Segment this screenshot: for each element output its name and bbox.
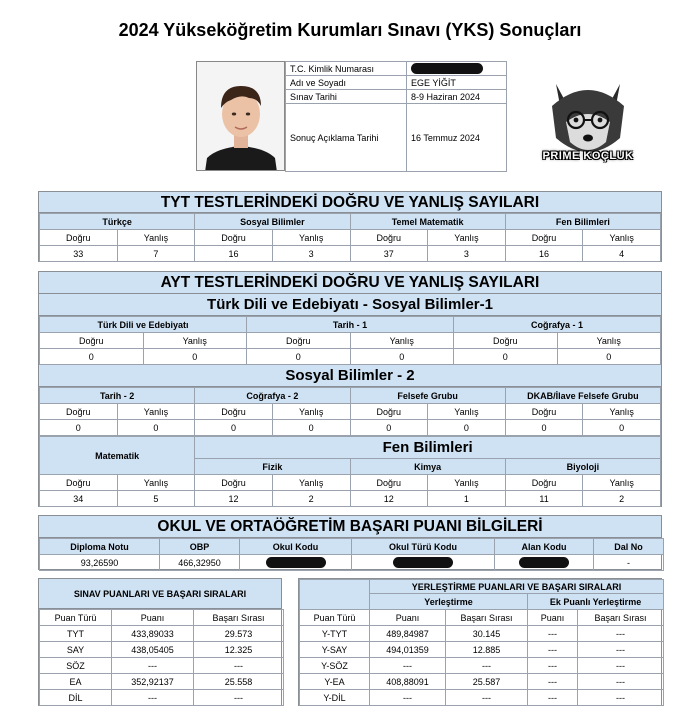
info-value-name: EGE YİĞİT (407, 76, 507, 90)
ayt-section (38, 271, 662, 507)
value-yanlis: 0 (143, 349, 247, 365)
puan-type: SÖZ (40, 658, 112, 674)
col-label-yanlis: Yanlış (272, 475, 350, 491)
redacted-school-code (266, 557, 326, 568)
puan-type: Y-DİL (300, 690, 370, 706)
ek-rank-value: --- (578, 658, 664, 674)
col-label-dogru: Doğru (350, 475, 428, 491)
value-dogru: 0 (350, 420, 428, 436)
value-dogru: 37 (350, 246, 428, 262)
ayt-fen-title: Fen Bilimleri (195, 437, 661, 459)
ayt-test-name: Fizik (195, 459, 350, 475)
value-yanlis: 1 (428, 491, 506, 507)
col-label-yanlis: Yanlış (272, 404, 350, 420)
col-label-yanlis: Yanlış (428, 230, 506, 246)
puan-value: --- (370, 658, 446, 674)
col-label-yanlis: Yanlış (583, 230, 661, 246)
value-dogru: 0 (40, 349, 144, 365)
col-label-dogru: Doğru (40, 333, 144, 349)
ayt-test-name: Felsefe Grubu (350, 388, 505, 404)
value-yanlis: 3 (272, 246, 350, 262)
puan-value: 438,05405 (112, 642, 194, 658)
col-label-dogru: Doğru (195, 404, 273, 420)
col-label-dogru: Doğru (195, 475, 273, 491)
rank-value: 12.325 (194, 642, 284, 658)
puan-type: DİL (40, 690, 112, 706)
value-dogru: 0 (505, 420, 583, 436)
tyt-test-name: Temel Matematik (350, 214, 505, 230)
col-label-dogru: Doğru (454, 333, 558, 349)
tyt-test-name: Türkçe (40, 214, 195, 230)
puan-value: 494,01359 (370, 642, 446, 658)
ayt-math-science-table (39, 436, 661, 507)
info-value-result-date: 16 Temmuz 2024 (407, 104, 507, 172)
ek-rank-value: --- (578, 642, 664, 658)
rank-value: 25.587 (446, 674, 528, 690)
col-label-yanlis: Yanlış (557, 333, 661, 349)
puan-header: Puanı (528, 610, 578, 626)
tyt-test-name: Sosyal Bilimler (195, 214, 350, 230)
puan-value: 489,84987 (370, 626, 446, 642)
ayt-test-name: Coğrafya - 1 (454, 317, 661, 333)
ek-puanli-group: Ek Puanlı Yerleştirme (528, 594, 664, 610)
dal-no-value: - (594, 555, 664, 571)
ayt-sub-title-2: Sosyal Bilimler - 2 (39, 365, 661, 387)
col-label-dogru: Doğru (40, 404, 118, 420)
rank-value: 29.573 (194, 626, 284, 642)
puan-value: 352,92137 (112, 674, 194, 690)
student-photo-image (197, 62, 285, 171)
puan-header: Başarı Sırası (194, 610, 284, 626)
col-label-dogru: Doğru (350, 230, 428, 246)
ayt-test-name: Kimya (350, 459, 505, 475)
redacted-school-type-code (393, 557, 453, 568)
value-yanlis: 0 (272, 420, 350, 436)
col-label-dogru: Doğru (40, 475, 118, 491)
okul-section-title: OKUL VE ORTAÖĞRETİM BAŞARI PUANI BİLGİLERİ (39, 516, 661, 538)
col-label-dogru: Doğru (505, 230, 583, 246)
value-dogru: 16 (195, 246, 273, 262)
col-label-dogru: Doğru (40, 230, 118, 246)
ek-rank-value: --- (578, 674, 664, 690)
ek-puan-value: --- (528, 690, 578, 706)
okul-kodu-value (240, 555, 352, 571)
info-value-exam-date: 8-9 Haziran 2024 (407, 90, 507, 104)
value-dogru: 0 (195, 420, 273, 436)
ek-puan-value: --- (528, 658, 578, 674)
col-label-yanlis: Yanlış (428, 475, 506, 491)
puan-type: EA (40, 674, 112, 690)
col-label-dogru: Doğru (505, 475, 583, 491)
value-dogru: 33 (40, 246, 118, 262)
redacted-field-code (519, 557, 569, 568)
puan-type: SAY (40, 642, 112, 658)
col-label-yanlis: Yanlış (272, 230, 350, 246)
ayt-test-name: Tarih - 2 (40, 388, 195, 404)
value-yanlis: 3 (428, 246, 506, 262)
ek-rank-value: --- (578, 626, 664, 642)
puan-value: --- (112, 690, 194, 706)
value-dogru: 0 (454, 349, 558, 365)
value-yanlis: 0 (428, 420, 506, 436)
ek-puan-value: --- (528, 626, 578, 642)
brand-name: PRIME KOÇLUK (542, 150, 634, 162)
col-label-yanlis: Yanlış (117, 475, 195, 491)
rank-value: --- (194, 658, 284, 674)
puan-header: Puanı (112, 610, 194, 626)
value-dogru: 12 (195, 491, 273, 507)
student-info-table (285, 61, 507, 172)
value-yanlis: 4 (583, 246, 661, 262)
value-dogru: 34 (40, 491, 118, 507)
puan-header: Başarı Sırası (446, 610, 528, 626)
ayt-test-name: Tarih - 1 (247, 317, 454, 333)
puan-value: --- (112, 658, 194, 674)
col-label-dogru: Doğru (247, 333, 351, 349)
sinav-puanlari-section (38, 578, 282, 706)
value-yanlis: 0 (583, 420, 661, 436)
ayt-test-name: Matematik (40, 437, 195, 475)
yerlestirme-table (299, 579, 664, 706)
rank-value: --- (194, 690, 284, 706)
ayt-test-name: DKAB/İlave Felsefe Grubu (505, 388, 660, 404)
yerlestirme-title: YERLEŞTİRME PUANLARI VE BAŞARI SIRALARI (370, 580, 664, 594)
value-dogru: 0 (247, 349, 351, 365)
okul-section (38, 515, 662, 570)
col-label-yanlis: Yanlış (583, 404, 661, 420)
value-yanlis: 2 (272, 491, 350, 507)
value-yanlis: 0 (350, 349, 454, 365)
puan-value: 408,88091 (370, 674, 446, 690)
yerlestirme-group: Yerleştirme (370, 594, 528, 610)
yerlestirme-section (298, 578, 662, 706)
puan-type: Y-SAY (300, 642, 370, 658)
col-label-yanlis: Yanlış (143, 333, 247, 349)
col-label-yanlis: Yanlış (117, 230, 195, 246)
ayt-test-name: Türk Dili ve Edebiyatı (40, 317, 247, 333)
info-label-exam-date: Sınav Tarihi (286, 90, 407, 104)
col-label-dogru: Doğru (195, 230, 273, 246)
puan-type: Y-TYT (300, 626, 370, 642)
redacted-id (411, 63, 483, 74)
puan-header: Başarı Sırası (578, 610, 664, 626)
value-dogru: 16 (505, 246, 583, 262)
okul-header: Dal No (594, 539, 664, 555)
alan-kodu-value (495, 555, 594, 571)
rank-value: 25.558 (194, 674, 284, 690)
rank-value: 30.145 (446, 626, 528, 642)
puan-type: Y-SÖZ (300, 658, 370, 674)
ek-rank-value: --- (578, 690, 664, 706)
okul-table (39, 538, 664, 571)
tyt-test-name: Fen Bilimleri (505, 214, 660, 230)
okul-header: Okul Kodu (240, 539, 352, 555)
col-label-yanlis: Yanlış (350, 333, 454, 349)
tyt-section (38, 191, 662, 262)
info-label-tc: T.C. Kimlik Numarası (286, 62, 407, 76)
col-label-yanlis: Yanlış (117, 404, 195, 420)
value-dogru: 0 (40, 420, 118, 436)
ayt-test-name: Biyoloji (505, 459, 660, 475)
value-yanlis: 5 (117, 491, 195, 507)
value-yanlis: 7 (117, 246, 195, 262)
sinav-puanlari-table (39, 609, 284, 706)
value-yanlis: 0 (557, 349, 661, 365)
info-label-name: Adı ve Soyadı (286, 76, 407, 90)
diploma-notu-value: 93,26590 (40, 555, 160, 571)
puan-header: Puan Türü (300, 610, 370, 626)
col-label-yanlis: Yanlış (428, 404, 506, 420)
student-photo (196, 61, 285, 171)
value-dogru: 11 (505, 491, 583, 507)
obp-value: 466,32950 (160, 555, 240, 571)
ayt-sub-title-1: Türk Dili ve Edebiyatı - Sosyal Bilimler-1 (39, 294, 661, 316)
puan-header: Puanı (370, 610, 446, 626)
sinav-puanlari-title: SINAV PUANLARI VE BAŞARI SIRALARI (39, 579, 281, 609)
okul-header: Okul Türü Kodu (352, 539, 495, 555)
col-label-dogru: Doğru (350, 404, 428, 420)
ayt-test-name: Coğrafya - 2 (195, 388, 350, 404)
rank-value: --- (446, 658, 528, 674)
value-yanlis: 0 (117, 420, 195, 436)
puan-type: Y-EA (300, 674, 370, 690)
okul-header: Alan Kodu (495, 539, 594, 555)
tyt-section-title: TYT TESTLERİNDEKİ DOĞRU VE YANLIŞ SAYILARI (39, 192, 661, 213)
puan-header: Puan Türü (40, 610, 112, 626)
col-label-yanlis: Yanlış (583, 475, 661, 491)
value-dogru: 12 (350, 491, 428, 507)
rank-value: 12.885 (446, 642, 528, 658)
ayt-group2-table (39, 387, 661, 436)
ayt-section-title: AYT TESTLERİNDEKİ DOĞRU VE YANLIŞ SAYILARI (39, 272, 661, 294)
okul-turu-kodu-value (352, 555, 495, 571)
ek-puan-value: --- (528, 674, 578, 690)
ek-puan-value: --- (528, 642, 578, 658)
info-value-tc (407, 62, 507, 76)
yerlestirme-corner (300, 580, 370, 610)
tyt-table (39, 213, 661, 262)
puan-type: TYT (40, 626, 112, 642)
col-label-dogru: Doğru (505, 404, 583, 420)
rank-value: --- (446, 690, 528, 706)
info-label-result-date: Sonuç Açıklama Tarihi (286, 104, 407, 172)
value-yanlis: 2 (583, 491, 661, 507)
puan-value: --- (370, 690, 446, 706)
puan-value: 433,89033 (112, 626, 194, 642)
okul-header: Diploma Notu (40, 539, 160, 555)
page-title: 2024 Yükseköğretim Kurumları Sınavı (YKS) Sonuçları (118, 20, 582, 40)
okul-header: OBP (160, 539, 240, 555)
ayt-group1-table (39, 316, 661, 365)
